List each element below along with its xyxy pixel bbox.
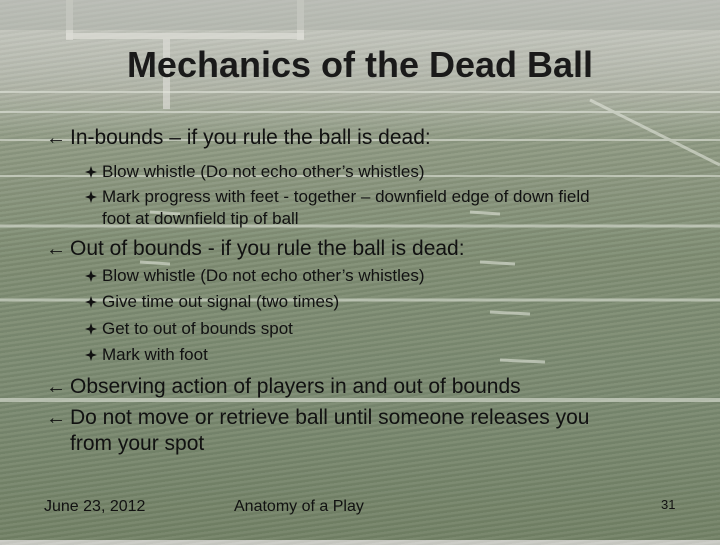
bullet-text: Blow whistle (Do not echo other’s whistles) [102,266,425,285]
square-bullet-icon [80,186,102,203]
bullet-level2 [80,344,208,366]
bullet-text: Give time out signal (two times) [102,292,340,311]
bullet-level1 [46,125,431,151]
slide-title: Mechanics of the Dead Ball [126,44,594,85]
bullet-level2 [80,186,590,230]
bullet-level2 [80,291,339,313]
square-bullet-icon [80,344,102,361]
left-arrow-icon: ← [46,238,66,260]
footer-title: Anatomy of a Play [234,498,364,515]
square-bullet-icon [80,161,102,178]
footer-date: June 23, 2012 [44,498,146,515]
bullet-level2 [80,318,293,340]
square-bullet-icon [80,265,102,282]
bullet-level1 [46,374,521,400]
left-arrow-icon: ← [46,407,66,429]
left-arrow-icon: ← [46,376,66,398]
page-number: 31 [661,497,676,512]
bullet-level1 [46,405,589,457]
bullet-text: Get to out of bounds spot [102,319,293,338]
square-bullet-icon [80,291,102,308]
bullet-text: Mark with foot [102,345,208,364]
left-arrow-icon: ← [46,127,66,149]
bullet-text: Out of bounds - if you rule the ball is dead: [70,237,465,260]
bullet-level2 [80,265,425,287]
square-bullet-icon [80,318,102,335]
bullet-text: Observing action of players in and out of bounds [70,375,521,398]
bullet-level1 [46,236,465,262]
bullet-text: Blow whistle (Do not echo other’s whistles) [102,162,425,181]
bullet-text: Mark progress with feet - together – downfield edge of down field foot at downfield tip of ball [102,187,590,228]
bullet-text: Do not move or retrieve ball until someone releases you from your spot [70,406,590,455]
bullet-level2 [80,161,425,183]
bullet-text: In-bounds – if you rule the ball is dead: [70,126,431,149]
